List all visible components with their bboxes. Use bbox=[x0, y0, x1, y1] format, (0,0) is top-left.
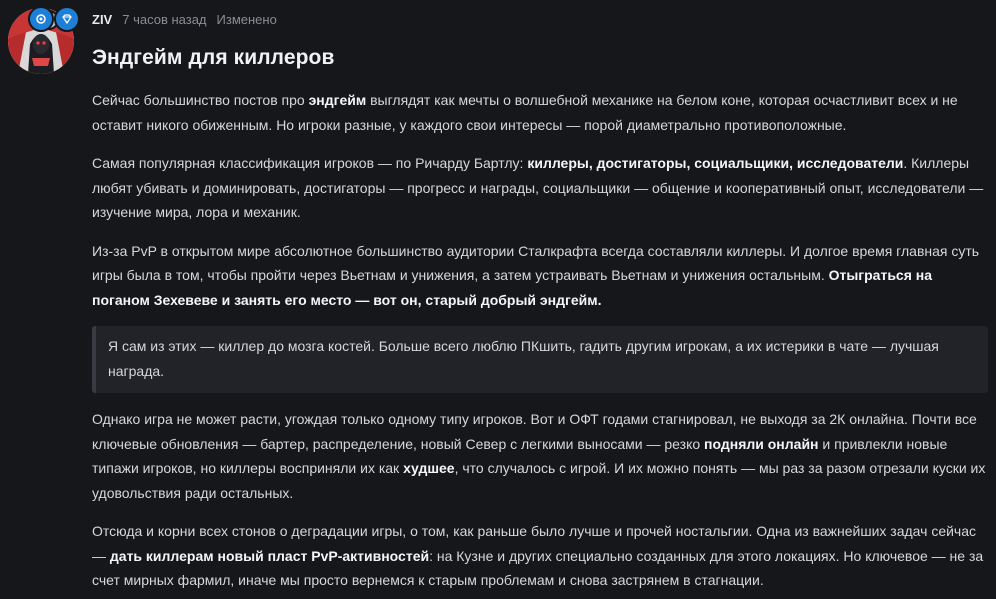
text: Отсюда и корни всех стонов о деградации игры, о том, как раньше было лучше и прочей ностальгии. Одна из важнейших задач сейчас — bbox=[92, 523, 977, 564]
paragraph-5 bbox=[92, 519, 988, 593]
post-header bbox=[92, 12, 277, 27]
author-name[interactable]: ZIV bbox=[92, 12, 113, 27]
paragraph-4 bbox=[92, 407, 988, 505]
text: , что случалось с игрой. И их можно понять — мы раз за разом отрезали куски их удовольствия ради остальных. bbox=[92, 460, 986, 501]
bold-text: киллеры, достигаторы, социальщики, исследователи bbox=[527, 155, 904, 171]
quote-text: Я сам из этих — киллер до мозга костей. Больше всего люблю ПКшить, гадить другим игрокам, а их истерики в чате — лучшая награда. bbox=[108, 338, 939, 379]
post-title: Эндгейм для киллеров bbox=[92, 46, 335, 69]
bold-text: Отыграться на поганом Зехевеве и занять его место — вот он, старый добрый эндгейм. bbox=[92, 267, 933, 308]
bold-text: эндгейм bbox=[308, 92, 367, 108]
shield-icon bbox=[28, 6, 54, 32]
bold-text: подняли онлайн bbox=[704, 435, 819, 452]
text: Самая популярная классификация игроков — по Ричарду Бартлу: bbox=[92, 155, 528, 171]
avatar-container[interactable] bbox=[8, 8, 74, 74]
bold-text: худшее bbox=[403, 460, 455, 476]
paragraph-3 bbox=[92, 239, 988, 313]
edited-label: Изменено bbox=[216, 12, 277, 27]
paragraph-1 bbox=[92, 88, 988, 137]
diamond-icon bbox=[54, 6, 80, 32]
text: : на Кузне и других специально созданных для этого локациях. Но ключевое — не за счет мирных фармил, иначе мы просто вернемся к старым проблемам и снова застрянем в стагнации. bbox=[92, 547, 984, 588]
bold-text: дать киллерам новый пласт PvP-активностей bbox=[109, 547, 430, 564]
text: Из-за PvP в открытом мире абсолютное большинство аудитории Сталкрафта всегда составляли киллеры. И долгое время главная суть игры была в том, чтобы пройти через Вьетнам и унижения, а затем устраивать Вьетнам и унижения остальным. bbox=[92, 242, 980, 283]
text: Сейчас большинство постов про bbox=[92, 92, 309, 108]
post-content bbox=[92, 88, 988, 599]
paragraph-2 bbox=[92, 151, 988, 225]
text: . Киллеры любят убивать и доминировать, достигаторы — прогресс и награды, социальщики — общение и кооперативный опыт, исследователи — изучение мира, лора и механик. bbox=[92, 155, 984, 220]
text: и привлекли новые типажи игроков, но киллеры восприняли их как bbox=[92, 435, 948, 476]
post-time[interactable]: 7 часов назад bbox=[122, 12, 207, 27]
blockquote bbox=[92, 326, 988, 393]
text: Однако игра не может расти, угождая только одному типу игроков. Вот и ОФТ годами стагнировал, не выходя за 2К онлайна. Почти все ключевые обновления — бартер, распределение, новый Север с легкими выносами — резко bbox=[92, 411, 977, 452]
text: выглядят как мечты о волшебной механике на белом коне, которая осчастливит всех и не оставит никого обиженным. Но игроки разные, у каждого свои интересы — порой диаметрально противоположные. bbox=[92, 92, 958, 133]
